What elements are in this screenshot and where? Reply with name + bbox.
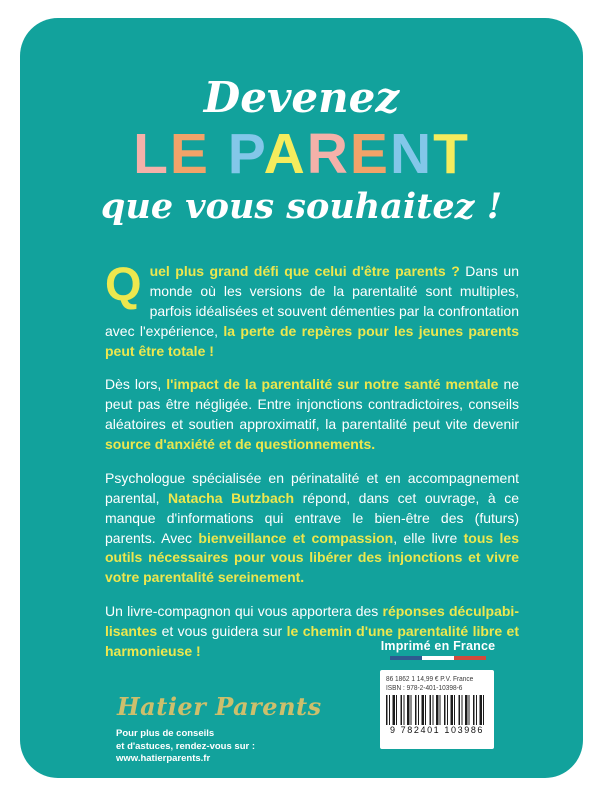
note-line: et d'astuces, rendez-vous sur : xyxy=(116,740,255,752)
barcode-price-line: 86 1862 1 14,99 € P.V. France xyxy=(386,676,474,683)
barcode-isbn-line: ISBN : 978-2-401-10398-6 xyxy=(386,685,463,692)
text-segment: source d'anxiété et de questionnements. xyxy=(105,436,376,452)
title-letter: E xyxy=(169,122,210,187)
text-segment: et vous guidera sur xyxy=(161,623,287,639)
text-segment: , elle livre xyxy=(393,529,464,546)
text-segment: tous les outils nécessaires pour vous libérer des injonctions et vivre votre parentalité sereinement. xyxy=(105,529,519,586)
text-segment: Psychologue spécialisée en périnatalité et en accompagnement parental, xyxy=(105,469,519,506)
flag-segment xyxy=(422,656,454,660)
title-letter: A xyxy=(263,122,307,187)
title-letter: L xyxy=(133,122,170,187)
title-block xyxy=(20,73,583,228)
flag-segment xyxy=(454,656,486,660)
text-segment: répond, dans cet ouvrage, à ce manque d'informations qui entrave le bien-être des (futurs) parents. Avec xyxy=(105,489,519,546)
text-segment: Dès lors, xyxy=(105,376,167,393)
title-letter: R xyxy=(306,122,350,187)
text-segment: uel plus grand défi que celui d'être parents ? xyxy=(149,263,466,279)
text-segment: le chemin d'une parentalité libre et harmonieuse ! xyxy=(105,623,519,659)
title-letter xyxy=(210,122,228,186)
text-segment: l'impact de la parentalité sur notre santé mentale xyxy=(166,376,504,393)
dropcap-letter: Q xyxy=(105,257,142,310)
printed-in-france-block xyxy=(368,639,508,660)
title-line-script-1: Devenez xyxy=(203,73,400,122)
title-line-main xyxy=(20,122,583,187)
note-line: www.hatierparents.fr xyxy=(116,753,211,764)
cover-card xyxy=(20,18,583,778)
french-flag-stripe xyxy=(390,656,486,660)
text-segment: Natacha Butzbach xyxy=(168,489,303,506)
barcode-digits: 9 782401 103986 xyxy=(389,725,485,735)
paragraph xyxy=(105,375,519,455)
title-letter: E xyxy=(349,122,390,187)
paragraph xyxy=(105,257,519,361)
text-segment: la perte de repères pour les jeunes parents peut être totale ! xyxy=(105,322,519,359)
text-segment: Un livre-compagnon qui vous apportera des xyxy=(105,603,383,620)
text-segment: Dans un monde où les versions de la parentalité sont multiples, parfois idéalisées et souvent démenties par la confrontation avec l'expérience, xyxy=(105,263,519,339)
barcode-bars xyxy=(386,695,487,725)
title-letter: P xyxy=(227,122,264,187)
text-segment: bienveillance et compassion xyxy=(198,529,394,546)
publisher-logo: Hatier Parents xyxy=(117,692,322,721)
text-segment: réponses déculpabilisantes xyxy=(105,603,519,639)
printed-in-france-label: Imprimé en France xyxy=(380,639,496,653)
title-letter: T xyxy=(433,122,470,187)
flag-segment xyxy=(390,656,422,660)
title-letter: N xyxy=(389,122,434,187)
note-line: Pour plus de conseils xyxy=(116,728,215,739)
barcode-box xyxy=(380,670,494,749)
publisher-note xyxy=(116,728,255,766)
title-line-script-2: que vous souhaitez ! xyxy=(100,186,503,228)
paragraph xyxy=(105,469,519,588)
body-paragraphs xyxy=(105,257,520,676)
text-segment: ne peut pas être négligée. Entre injonctions contradictoires, conseils aléatoires et soutien approximatif, la parentalité peut vite devenir xyxy=(105,376,520,433)
